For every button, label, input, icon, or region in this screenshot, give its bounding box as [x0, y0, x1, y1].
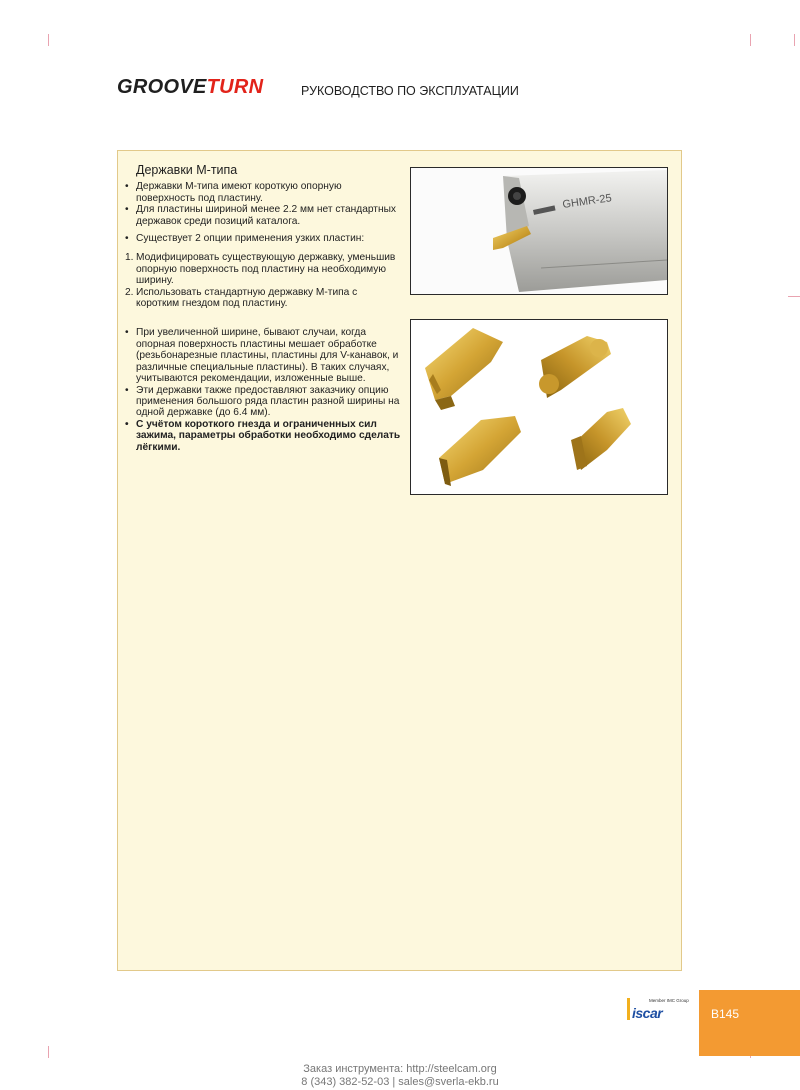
crop-mark [48, 1046, 49, 1058]
page-number: B145 [711, 1007, 740, 1021]
list-item [122, 287, 402, 310]
list-item: • При увеличенной ширине, бывают случаи, когда опорная поверхность пластины мешает обработке (резьбонарезные пластины, пластины для V-канавок, и различные специальные пластины). В таких случаях, учитываются рекомендации, изложенные выше. [122, 327, 402, 384]
list-item [122, 252, 402, 286]
iscar-wordmark: iscar [632, 1005, 663, 1021]
crop-mark [750, 34, 751, 46]
grooveturn-logo [117, 76, 263, 99]
footer-order-line: Заказ инструмента: http://steelcam.org [303, 1063, 497, 1075]
numbered-list [122, 252, 402, 309]
list-item: • С учётом короткого гнезда и ограниченных сил зажима, параметры обработки необходимо сделать лёгкими. [122, 419, 402, 453]
logo-text-turn: TURN [206, 76, 264, 98]
list-item: • Для пластины шириной менее 2.2 мм нет стандартных державок среди позиций каталога. [122, 204, 402, 227]
crop-mark [48, 34, 49, 46]
bullet-list-bottom [122, 327, 402, 452]
inserts-photo [410, 319, 668, 495]
list-text: Модифицировать существующую державку, уменьшив опорную поверхность под пластину на необходимую ширину. [136, 252, 396, 287]
list-number: 1. [125, 252, 134, 264]
page-number-tab [699, 990, 800, 1056]
member-text: Member IMC Group [649, 998, 689, 1003]
content-panel [117, 150, 682, 971]
holder-illustration [411, 168, 667, 294]
inserts-illustration [411, 320, 667, 494]
iscar-logo [627, 998, 687, 1024]
section-text [122, 165, 402, 453]
list-text: Использовать стандартную державку М-типа с коротким гнездом под пластину. [136, 286, 358, 310]
crop-mark [794, 34, 795, 46]
bullet-list-top [122, 181, 402, 244]
footer-contact-line: 8 (343) 382-52-03 | sales@sverla-ekb.ru [301, 1076, 499, 1088]
crop-mark [788, 296, 800, 297]
holder-marking: GHMR-25 [561, 192, 613, 211]
logo-accent-bar [627, 998, 630, 1020]
logo-text-groove: GROOVE [117, 76, 207, 98]
section-title: Державки М-типа [136, 163, 238, 177]
list-item: • Державки М-типа имеют короткую опорную поверхность под пластину. [122, 181, 402, 204]
list-item: • Существует 2 опции применения узких пластин: [122, 233, 402, 244]
list-number: 2. [125, 286, 134, 298]
holder-photo [410, 167, 668, 295]
list-item: • Эти державки также предоставляют заказчику опцию применения большого ряда пластин разной ширины на одной державке (до 6.4 мм). [122, 385, 402, 419]
page-subtitle: РУКОВОДСТВО ПО ЭКСПЛУАТАЦИИ [301, 84, 519, 98]
